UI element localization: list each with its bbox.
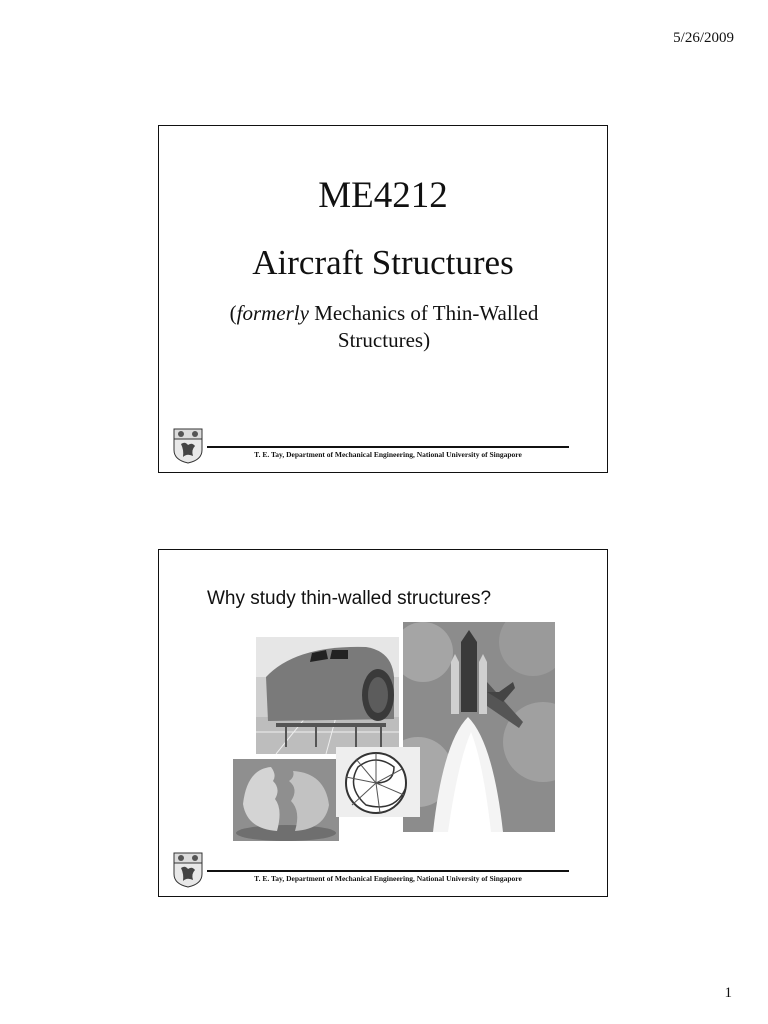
nautilus-shell-photo	[336, 747, 420, 817]
subtitle-rest: Mechanics of Thin-Walled Structures)	[308, 301, 539, 352]
slide-footer: T. E. Tay, Department of Mechanical Engineering, National University of Singapore	[254, 450, 522, 459]
slide-footer: T. E. Tay, Department of Mechanical Engineering, National University of Singapore	[254, 874, 522, 883]
footer-rule	[207, 446, 569, 448]
subtitle-open-paren: (	[229, 301, 237, 325]
page-number: 1	[724, 985, 732, 1001]
course-code: ME4212	[318, 175, 448, 216]
slide-heading: Why study thin-walled structures?	[207, 588, 492, 609]
university-crest-icon	[173, 428, 203, 464]
subtitle-formerly: formerly	[236, 301, 309, 325]
space-shuttle-launch-photo	[403, 622, 555, 832]
aircraft-fuselage-photo	[256, 637, 399, 754]
course-subtitle	[199, 300, 569, 354]
footer-rule	[207, 870, 569, 872]
slide-1	[158, 125, 608, 473]
slide-2	[158, 549, 608, 897]
eggshell-photo	[233, 759, 339, 841]
university-crest-icon	[173, 852, 203, 888]
course-title: Aircraft Structures	[252, 243, 514, 282]
print-date: 5/26/2009	[673, 30, 734, 46]
